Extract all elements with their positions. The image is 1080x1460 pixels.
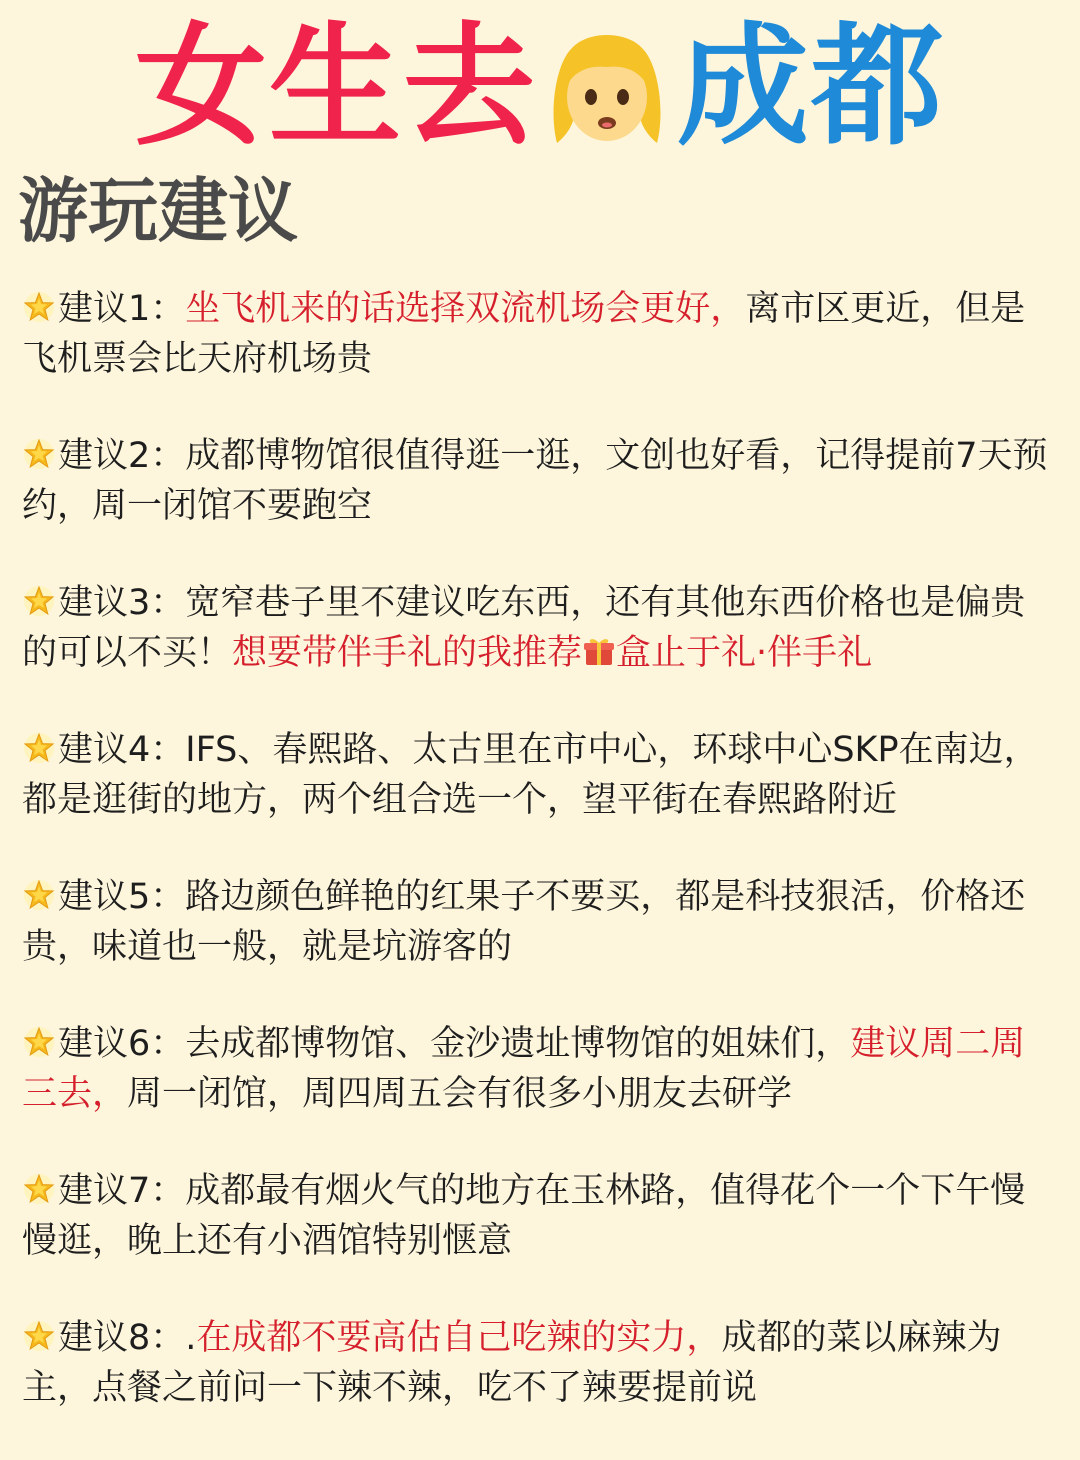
tip-text: IFS、春熙路、太古里在市中心，环球中心SKP在南边，都是逛街的地方，两个组合选一个，望平街在春熙路附近: [22, 730, 1039, 820]
tip-prefix: 建议3：: [58, 583, 186, 623]
gift-icon: [582, 634, 616, 668]
tip-highlight: 盒止于礼·伴手礼: [616, 633, 873, 673]
tip-7: [22, 1166, 1052, 1266]
tip-text: 成都博物馆很值得逛一逛，文创也好看，记得提前7天预约，周一闭馆不要跑空: [22, 436, 1048, 526]
glowing-star-icon: [22, 1319, 56, 1353]
title-part-blue: 成都: [677, 10, 945, 164]
tip-3: [22, 578, 1052, 678]
tip-text: 离市区更近，但是飞机票会比天府机场贵: [22, 289, 1026, 379]
glowing-star-icon: [22, 437, 56, 471]
tip-text: 宽窄巷子里不建议吃东西，还有其他东西价格也是偏贵的可以不买！: [22, 583, 1026, 673]
glowing-star-icon: [22, 584, 56, 618]
glowing-star-icon: [22, 878, 56, 912]
tip-text: 路边颜色鲜艳的红果子不要买，都是科技狠活，价格还贵，味道也一般，就是坑游客的: [22, 877, 1026, 967]
glowing-star-icon: [22, 1025, 56, 1059]
tip-prefix: 建议7：: [58, 1171, 186, 1211]
title-part-pink: 女生去: [135, 10, 537, 164]
tip-text: 去成都博物馆、金沙遗址博物馆的姐妹们，: [185, 1024, 851, 1064]
tip-prefix: 建议4：: [58, 730, 186, 770]
glowing-star-icon: [22, 731, 56, 765]
tip-prefix: 建议6：: [58, 1024, 186, 1064]
tip-highlight: 建议周二周三去，: [22, 1024, 1026, 1114]
tip-2: [22, 431, 1052, 531]
tip-prefix: 建议8：: [58, 1318, 186, 1358]
tip-text: 成都最有烟火气的地方在玉林路，值得花个一个下午慢慢逛，晚上还有小酒馆特别惬意: [22, 1171, 1026, 1261]
tip-dot: .: [185, 1318, 197, 1358]
tip-highlight: 在成都不要高估自己吃辣的实力，: [196, 1318, 722, 1358]
tips-list: [22, 284, 1052, 1460]
tip-1: [22, 284, 1052, 384]
tip-prefix: 建议1：: [58, 289, 186, 329]
tip-4: [22, 725, 1052, 825]
subtitle: 游玩建议: [18, 170, 298, 252]
poster-title: [0, 12, 1080, 162]
tip-highlight: 坐飞机来的话选择双流机场会更好，: [185, 289, 746, 329]
tip-text: 周一闭馆，周四周五会有很多小朋友去研学: [127, 1074, 793, 1114]
tip-8: [22, 1313, 1052, 1413]
tip-6: [22, 1019, 1052, 1119]
glowing-star-icon: [22, 290, 56, 324]
tip-text: 成都的菜以麻辣为主，点餐之前问一下辣不辣，吃不了辣要提前说: [22, 1318, 1002, 1408]
tip-prefix: 建议5：: [58, 877, 186, 917]
girl-face-icon: [543, 23, 671, 151]
tip-5: [22, 872, 1052, 972]
tip-highlight: 想要带伴手礼的我推荐: [232, 633, 583, 673]
glowing-star-icon: [22, 1172, 56, 1206]
tip-prefix: 建议2：: [58, 436, 186, 476]
